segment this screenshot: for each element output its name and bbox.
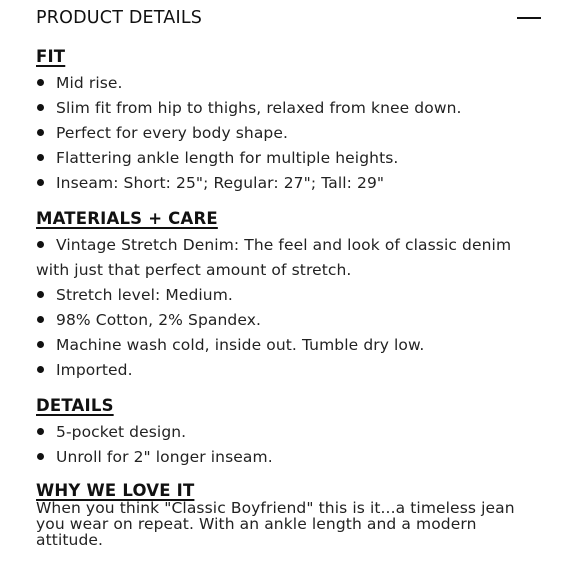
bullet-icon xyxy=(37,366,44,373)
list-item-text: Mid rise. xyxy=(56,74,123,92)
list-item-text: Inseam: Short: 25"; Regular: 27"; Tall: 29" xyxy=(56,174,385,192)
list-item xyxy=(36,420,546,445)
list-item xyxy=(36,233,546,283)
product-details-panel xyxy=(36,0,546,548)
materials-care-section xyxy=(36,208,546,383)
list-item-text: Unroll for 2" longer inseam. xyxy=(56,448,273,466)
bullet-icon xyxy=(37,341,44,348)
list-item xyxy=(36,358,546,383)
list-item xyxy=(36,71,546,96)
list-item-text: Slim fit from hip to thighs, relaxed from knee down. xyxy=(56,99,462,117)
bullet-icon xyxy=(37,453,44,460)
minus-icon-bar xyxy=(517,17,541,19)
list-item-text: Perfect for every body shape. xyxy=(56,124,289,142)
bullet-icon xyxy=(37,129,44,136)
bullet-icon xyxy=(37,154,44,161)
bullet-icon xyxy=(37,428,44,435)
list-item-text: Vintage Stretch Denim: The feel and look of classic denim with just that perfect amount of stretch. xyxy=(36,236,512,279)
bullet-icon xyxy=(37,104,44,111)
list-item-text: 5-pocket design. xyxy=(56,423,187,441)
bullet-icon xyxy=(37,79,44,86)
why-we-love-it-section xyxy=(36,482,546,548)
list-item xyxy=(36,283,546,308)
details-list xyxy=(36,420,546,470)
list-item xyxy=(36,96,546,121)
list-item-text: 98% Cotton, 2% Spandex. xyxy=(56,311,262,329)
list-item-text: Machine wash cold, inside out. Tumble dry low. xyxy=(56,336,425,354)
fit-heading: FIT xyxy=(36,47,66,66)
details-heading: DETAILS xyxy=(36,396,114,415)
minus-icon[interactable] xyxy=(517,9,541,29)
fit-section xyxy=(36,46,546,196)
list-item-text: Stretch level: Medium. xyxy=(56,286,233,304)
product-details-header[interactable] xyxy=(36,0,546,40)
materials-care-heading: MATERIALS + CARE xyxy=(36,209,218,228)
why-we-love-it-heading: WHY WE LOVE IT xyxy=(36,481,195,500)
product-details-title: PRODUCT DETAILS xyxy=(36,8,203,28)
why-we-love-it-text: When you think "Classic Boyfriend" this is it...a timeless jean you wear on repeat. With an ankle length and a modern attitude. xyxy=(36,499,515,549)
bullet-icon xyxy=(37,241,44,248)
bullet-icon xyxy=(37,291,44,298)
list-item xyxy=(36,333,546,358)
details-section xyxy=(36,395,546,470)
list-item xyxy=(36,171,546,196)
bullet-icon xyxy=(37,316,44,323)
list-item-text: Flattering ankle length for multiple heights. xyxy=(56,149,399,167)
list-item xyxy=(36,445,546,470)
materials-care-list xyxy=(36,233,546,383)
list-item xyxy=(36,121,546,146)
list-item-text: Imported. xyxy=(56,361,133,379)
bullet-icon xyxy=(37,179,44,186)
fit-list xyxy=(36,71,546,196)
list-item xyxy=(36,308,546,333)
list-item xyxy=(36,146,546,171)
